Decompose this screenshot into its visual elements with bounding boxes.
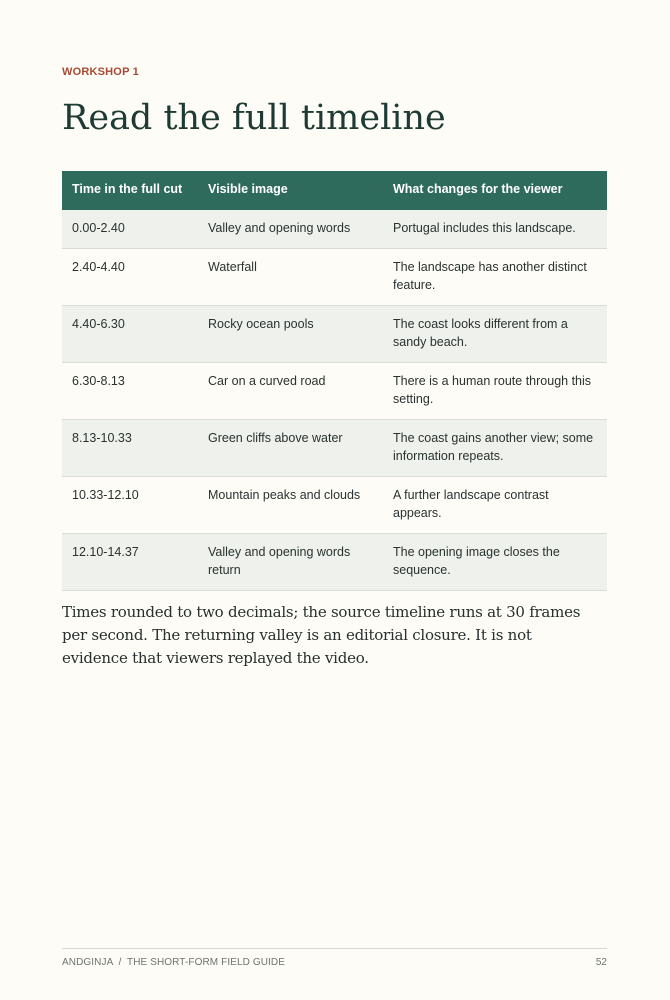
cell-image: Rocky ocean pools	[198, 306, 383, 363]
table-footnote: Times rounded to two decimals; the source timeline runs at 30 frames per second. The returning valley is an editorial closure. It is not evidence that viewers replayed the video.	[62, 603, 581, 667]
table-row	[62, 420, 607, 477]
cell-time: 12.10-14.37	[62, 534, 198, 591]
cell-image: Mountain peaks and clouds	[198, 477, 383, 534]
cell-time: 4.40-6.30	[62, 306, 198, 363]
cell-change: The opening image closes the sequence.	[383, 534, 607, 591]
page	[62, 0, 607, 1000]
cell-change: The landscape has another distinct feature.	[383, 249, 607, 306]
cell-time: 10.33-12.10	[62, 477, 198, 534]
table-row	[62, 363, 607, 420]
cell-change: A further landscape contrast appears.	[383, 477, 607, 534]
cell-change: There is a human route through this setting.	[383, 363, 607, 420]
table-row	[62, 477, 607, 534]
cell-time: 6.30-8.13	[62, 363, 198, 420]
cell-image: Valley and opening words	[198, 210, 383, 249]
cell-image: Green cliffs above water	[198, 420, 383, 477]
cell-change: The coast looks different from a sandy beach.	[383, 306, 607, 363]
table-row	[62, 210, 607, 249]
section-eyebrow: WORKSHOP 1	[62, 66, 139, 78]
page-title: Read the full timeline	[62, 98, 446, 138]
timeline-table	[62, 171, 607, 591]
column-header-viewer-change: What changes for the viewer	[383, 171, 607, 210]
column-header-time: Time in the full cut	[62, 171, 198, 210]
running-footer	[62, 957, 285, 968]
cell-time: 0.00-2.40	[62, 210, 198, 249]
footer-title: ANDGINJA / THE SHORT-FORM FIELD GUIDE	[62, 957, 286, 968]
cell-time: 2.40-4.40	[62, 249, 198, 306]
cell-image: Valley and opening words return	[198, 534, 383, 591]
column-header-visible-image: Visible image	[198, 171, 383, 210]
cell-time: 8.13-10.33	[62, 420, 198, 477]
page-number: 52	[595, 957, 607, 968]
cell-change: Portugal includes this landscape.	[383, 210, 607, 249]
table-row	[62, 534, 607, 591]
footer-divider	[62, 948, 607, 949]
table-row	[62, 306, 607, 363]
table-header-row	[62, 171, 607, 210]
table-row	[62, 249, 607, 306]
cell-image: Waterfall	[198, 249, 383, 306]
cell-change: The coast gains another view; some information repeats.	[383, 420, 607, 477]
cell-image: Car on a curved road	[198, 363, 383, 420]
